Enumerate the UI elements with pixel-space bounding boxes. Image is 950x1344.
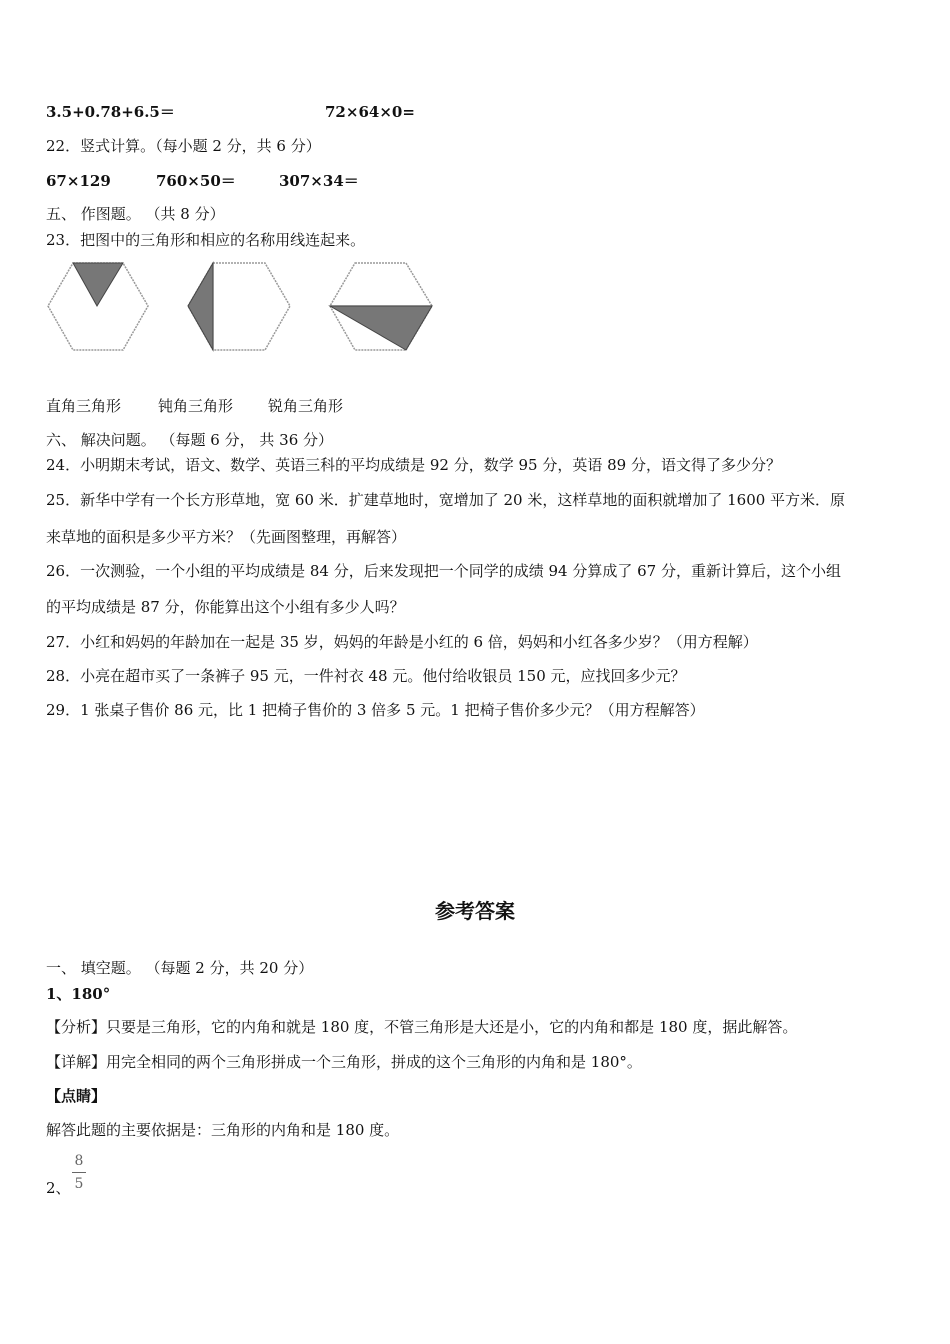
q23-text: 23．把图中的三角形和相应的名称用线连起来。 <box>46 231 366 249</box>
q28-text: 28．小亮在超市买了一条裤子 95 元，一件衬衣 48 元。他付给收银员 150 元，应找回多少元？ <box>46 667 686 685</box>
q25-text-line1: 25．新华中学有一个长方形草地，宽 60 米．扩建草地时，宽增加了 20 米，这样草地的面积就增加了 1600 平方米．原 <box>46 491 846 509</box>
answer-1: 1、180° <box>46 985 111 1003</box>
answer-2-fraction <box>72 1152 86 1193</box>
answer-analysis: 【分析】只要是三角形，它的内角和就是 180 度，不管三角形是大还是小，它的内角和都是 180 度，据此解答。 <box>46 1018 798 1036</box>
name-acute-triangle: 锐角三角形 <box>268 397 344 415</box>
answer-detail: 【详解】用完全相同的两个三角形拼成一个三角形，拼成的这个三角形的内角和是 180°。 <box>46 1053 642 1071</box>
name-right-triangle: 直角三角形 <box>46 397 122 415</box>
q29-text: 29．1 张桌子售价 86 元，比 1 把椅子售价的 3 倍多 5 元。1 把椅子售价多少元？（用方程解答） <box>46 701 705 719</box>
name-obtuse-triangle: 钝角三角形 <box>158 397 234 415</box>
acute-triangle <box>73 263 123 306</box>
q26-text-line1: 26．一次测验，一个小组的平均成绩是 84 分，后来发现把一个同学的成绩 94 分算成了 67 分，重新计算后，这个小组 <box>46 562 841 580</box>
fraction-denominator: 5 <box>74 1176 84 1192</box>
hexagon-2 <box>188 263 290 350</box>
obtuse-triangle <box>188 263 213 350</box>
q22-expr-2: 760×50＝ <box>156 172 236 190</box>
q26-text-line2: 的平均成绩是 87 分，你能算出这个小组有多少人吗？ <box>46 598 405 616</box>
hexagon-3 <box>330 263 432 350</box>
q24-text: 24．小明期末考试，语文、数学、英语三科的平均成绩是 92 分，数学 95 分，英语 89 分，语文得了多少分？ <box>46 456 781 474</box>
answer-2-label: 2、 <box>46 1179 71 1197</box>
calc-expr-1: 3.5+0.78+6.5＝ <box>46 103 175 121</box>
q27-text: 27．小红和妈妈的年龄加在一起是 35 岁，妈妈的年龄是小红的 6 倍，妈妈和小红各多少岁？（用方程解） <box>46 633 758 651</box>
hexagon-figures <box>40 258 440 358</box>
q22-expr-3: 307×34＝ <box>279 172 359 190</box>
fraction-bar <box>72 1172 86 1173</box>
answer-tip: 解答此题的主要依据是：三角形的内角和是 180 度。 <box>46 1121 400 1139</box>
answers-section1-heading: 一、 填空题。 （每题 2 分，共 20 分） <box>46 959 314 977</box>
calc-expr-2: 72×64×0= <box>325 103 415 121</box>
fraction-numerator: 8 <box>74 1153 84 1169</box>
q22-heading: 22．竖式计算。（每小题 2 分，共 6 分） <box>46 137 321 155</box>
right-triangle <box>330 306 432 350</box>
q25-text-line2: 来草地的面积是多少平方米？（先画图整理，再解答） <box>46 528 407 546</box>
section6-heading: 六、 解决问题。 （每题 6 分， 共 36 分） <box>46 431 334 449</box>
section5-heading: 五、 作图题。 （共 8 分） <box>46 205 225 223</box>
hexagon-1 <box>48 263 148 350</box>
answer-tip-label: 【点睛】 <box>46 1087 107 1105</box>
q22-expr-1: 67×129 <box>46 172 111 190</box>
answers-title: 参考答案 <box>435 899 515 923</box>
